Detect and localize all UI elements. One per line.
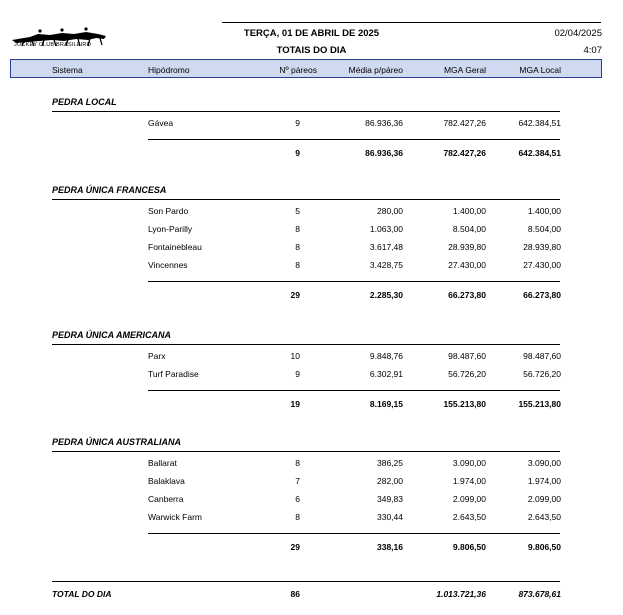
subtotal-pareos: 29 — [290, 290, 300, 300]
section-title: PEDRA ÚNICA AMERICANA — [52, 330, 171, 340]
col-mga-local: MGA Local — [519, 65, 561, 75]
hipodromo-cell: Gávea — [148, 118, 174, 128]
mga-geral-cell: 2.099,00 — [452, 494, 486, 504]
media-cell: 3.428,75 — [369, 260, 403, 270]
mga-geral-cell: 27.430,00 — [448, 260, 486, 270]
subtotal-mga-local: 66.273,80 — [523, 290, 561, 300]
media-cell: 349,83 — [377, 494, 403, 504]
section-title: PEDRA ÚNICA FRANCESA — [52, 185, 167, 195]
total-mga-local: 873.678,61 — [518, 589, 561, 599]
mga-local-cell: 28.939,80 — [523, 242, 561, 252]
subtotal-media: 8.169,15 — [369, 399, 403, 409]
subtotal-mga-geral: 66.273,80 — [448, 290, 486, 300]
mga-local-cell: 642.384,51 — [518, 118, 561, 128]
media-cell: 282,00 — [377, 476, 403, 486]
hipodromo-cell: Turf Paradise — [148, 369, 199, 379]
hipodromo-cell: Warwick Farm — [148, 512, 202, 522]
pareos-cell: 9 — [295, 118, 300, 128]
subtotal-rule — [148, 139, 560, 140]
total-rule — [52, 581, 560, 582]
media-cell: 330,44 — [377, 512, 403, 522]
media-cell: 386,25 — [377, 458, 403, 468]
subtotal-rule — [148, 281, 560, 282]
mga-geral-cell: 98.487,60 — [448, 351, 486, 361]
subtotal-mga-geral: 782.427,26 — [443, 148, 486, 158]
print-time: 4:07 — [583, 45, 602, 56]
section-title: PEDRA ÚNICA AUSTRALIANA — [52, 437, 181, 447]
media-cell: 9.848,76 — [369, 351, 403, 361]
media-cell: 3.617,48 — [369, 242, 403, 252]
hipodromo-cell: Son Pardo — [148, 206, 189, 216]
top-rule — [222, 22, 601, 23]
subtotal-mga-local: 155.213,80 — [518, 399, 561, 409]
mga-local-cell: 2.099,00 — [527, 494, 561, 504]
mga-local-cell: 98.487,60 — [523, 351, 561, 361]
pareos-cell: 9 — [295, 369, 300, 379]
section-rule — [52, 111, 560, 112]
mga-geral-cell: 1.974,00 — [452, 476, 486, 486]
subtotal-media: 86.936,36 — [365, 148, 403, 158]
media-cell: 1.063,00 — [369, 224, 403, 234]
report-date-title: TERÇA, 01 DE ABRIL DE 2025 — [243, 28, 380, 39]
hipodromo-cell: Lyon-Parilly — [148, 224, 193, 234]
mga-local-cell: 27.430,00 — [523, 260, 561, 270]
hipodromo-cell: Vincennes — [148, 260, 188, 270]
col-mga-geral: MGA Geral — [443, 65, 486, 75]
pareos-cell: 10 — [290, 351, 300, 361]
section-rule — [52, 344, 560, 345]
mga-geral-cell: 1.400,00 — [452, 206, 486, 216]
col-media: Média p/páreo — [348, 65, 403, 75]
col-sistema: Sistema — [52, 65, 83, 75]
subtotal-pareos: 29 — [290, 542, 300, 552]
total-label: TOTAL DO DIA — [52, 589, 112, 599]
mga-local-cell: 1.400,00 — [527, 206, 561, 216]
subtotal-mga-geral: 9.806,50 — [452, 542, 486, 552]
section-title: PEDRA LOCAL — [52, 97, 117, 107]
col-hipodromo: Hipódromo — [148, 65, 190, 75]
pareos-cell: 8 — [295, 224, 300, 234]
mga-local-cell: 2.643,50 — [527, 512, 561, 522]
media-cell: 86.936,36 — [365, 118, 403, 128]
subtotal-rule — [148, 533, 560, 534]
hipodromo-cell: Canberra — [148, 494, 184, 504]
pareos-cell: 5 — [295, 206, 300, 216]
mga-geral-cell: 56.726,20 — [448, 369, 486, 379]
pareos-cell: 8 — [295, 260, 300, 270]
mga-geral-cell: 28.939,80 — [448, 242, 486, 252]
subtotal-pareos: 19 — [290, 399, 300, 409]
subtotal-mga-local: 642.384,51 — [518, 148, 561, 158]
pareos-cell: 7 — [295, 476, 300, 486]
section-rule — [52, 451, 560, 452]
subtotal-mga-local: 9.806,50 — [527, 542, 561, 552]
section-rule — [52, 199, 560, 200]
mga-local-cell: 8.504,00 — [527, 224, 561, 234]
subtotal-rule — [148, 390, 560, 391]
report-subtitle: TOTAIS DO DIA — [276, 45, 347, 56]
print-date: 02/04/2025 — [554, 28, 602, 39]
media-cell: 6.302,91 — [369, 369, 403, 379]
mga-local-cell: 1.974,00 — [527, 476, 561, 486]
total-pareos: 86 — [290, 589, 300, 599]
pareos-cell: 6 — [295, 494, 300, 504]
subtotal-pareos: 9 — [295, 148, 300, 158]
hipodromo-cell: Ballarat — [148, 458, 177, 468]
subtotal-media: 2.285,30 — [369, 290, 403, 300]
mga-geral-cell: 2.643,50 — [452, 512, 486, 522]
pareos-cell: 8 — [295, 512, 300, 522]
subtotal-media: 338,16 — [377, 542, 403, 552]
hipodromo-cell: Parx — [148, 351, 166, 361]
mga-geral-cell: 3.090,00 — [452, 458, 486, 468]
pareos-cell: 8 — [295, 458, 300, 468]
col-pareos: Nº páreos — [279, 65, 317, 75]
total-mga-geral: 1.013.721,36 — [436, 589, 486, 599]
subtotal-mga-geral: 155.213,80 — [443, 399, 486, 409]
logo-text: JOCKEY CLUB BRASILEIRO — [14, 42, 92, 48]
mga-geral-cell: 8.504,00 — [452, 224, 486, 234]
mga-local-cell: 3.090,00 — [527, 458, 561, 468]
mga-geral-cell: 782.427,26 — [443, 118, 486, 128]
hipodromo-cell: Balaklava — [148, 476, 185, 486]
mga-local-cell: 56.726,20 — [523, 369, 561, 379]
pareos-cell: 8 — [295, 242, 300, 252]
media-cell: 280,00 — [377, 206, 403, 216]
hipodromo-cell: Fontainebleau — [148, 242, 202, 252]
